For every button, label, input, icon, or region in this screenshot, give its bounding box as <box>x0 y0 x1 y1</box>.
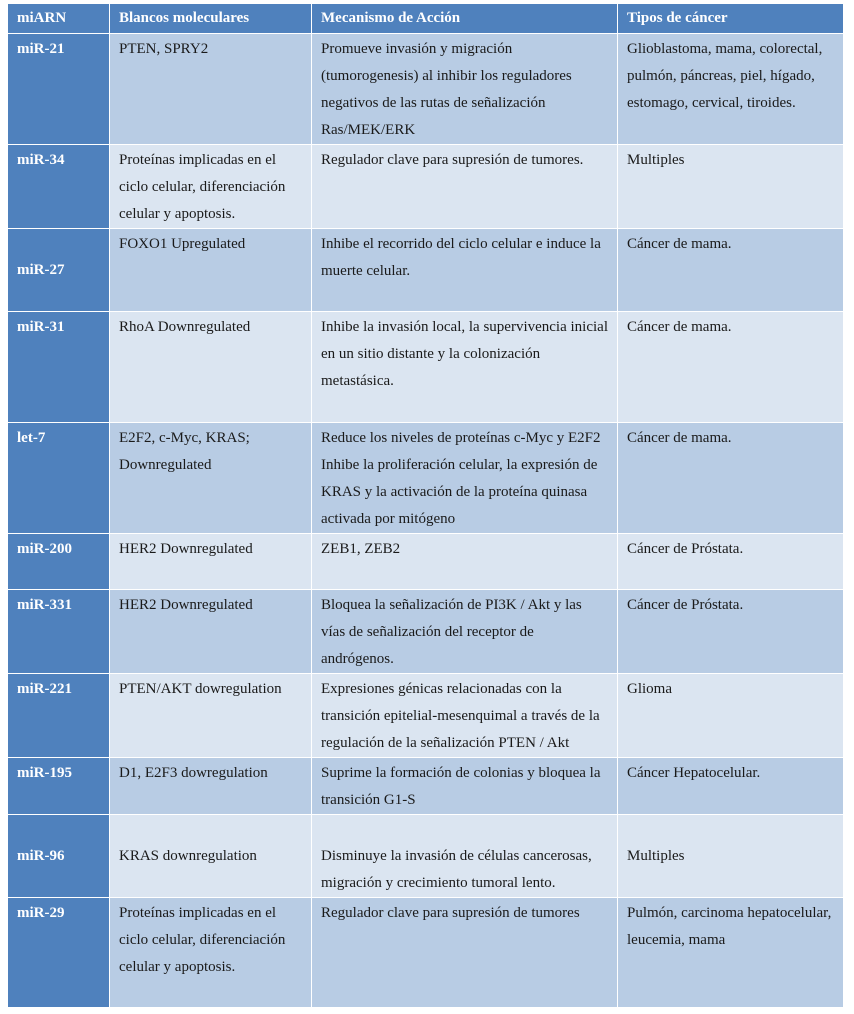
cell-cancer: Multiples <box>618 145 843 229</box>
cell-mechanism: Inhibe el recorrido del ciclo celular e induce la muerte celular. <box>312 229 618 312</box>
cell-cancer: Cáncer de mama. <box>618 423 843 534</box>
cell-mechanism: Suprime la formación de colonias y bloquea la transición G1-S <box>312 758 618 815</box>
table-row <box>8 312 843 423</box>
table-row <box>8 145 843 229</box>
cell-mirna: miR-21 <box>8 34 110 145</box>
cell-cancer: Cáncer de mama. <box>618 312 843 423</box>
cell-cancer: Cáncer de Próstata. <box>618 534 843 590</box>
cell-mechanism: Inhibe la invasión local, la supervivencia inicial en un sitio distante y la colonización metastásica. <box>312 312 618 423</box>
mirna-table <box>8 4 843 1008</box>
table-row <box>8 590 843 674</box>
cell-targets: Proteínas implicadas en el ciclo celular, diferenciación celular y apoptosis. <box>110 898 312 1008</box>
cell-mechanism: Regulador clave para supresión de tumores. <box>312 145 618 229</box>
cell-targets: Proteínas implicadas en el ciclo celular, diferenciación celular y apoptosis. <box>110 145 312 229</box>
cell-targets: E2F2, c-Myc, KRAS; Downregulated <box>110 423 312 534</box>
header-mirna: miARN <box>8 4 110 34</box>
header-targets: Blancos moleculares <box>110 4 312 34</box>
cell-mirna: miR-221 <box>8 674 110 758</box>
header-row <box>8 4 843 34</box>
cell-targets: HER2 Downregulated <box>110 590 312 674</box>
cell-cancer: Cáncer de Próstata. <box>618 590 843 674</box>
cell-mirna: miR-29 <box>8 898 110 1008</box>
cell-targets: D1, E2F3 dowregulation <box>110 758 312 815</box>
table-row <box>8 815 843 898</box>
cell-mechanism: Expresiones génicas relacionadas con la transición epitelial-mesenquimal a través de la regulación de la señalización PTEN / Akt <box>312 674 618 758</box>
cell-mirna: miR-331 <box>8 590 110 674</box>
cell-mechanism: Regulador clave para supresión de tumores <box>312 898 618 1008</box>
table-row <box>8 898 843 1008</box>
cell-mechanism: Bloquea la señalización de PI3K / Akt y las vías de señalización del receptor de andrógenos. <box>312 590 618 674</box>
table-row <box>8 534 843 590</box>
cell-mechanism: Disminuye la invasión de células cancerosas, migración y crecimiento tumoral lento. <box>312 815 618 898</box>
cell-mechanism: Reduce los niveles de proteínas c-Myc y E2F2 Inhibe la proliferación celular, la expresión de KRAS y la activación de la proteína quinasa activada por mitógeno <box>312 423 618 534</box>
header-mechanism: Mecanismo de Acción <box>312 4 618 34</box>
cell-targets: PTEN/AKT dowregulation <box>110 674 312 758</box>
cell-mirna: miR-27 <box>8 229 110 312</box>
cell-cancer: Multiples <box>618 815 843 898</box>
cell-mirna: miR-195 <box>8 758 110 815</box>
cell-mechanism: ZEB1, ZEB2 <box>312 534 618 590</box>
cell-mirna: miR-96 <box>8 815 110 898</box>
table-row <box>8 34 843 145</box>
table-row <box>8 423 843 534</box>
cell-mechanism: Promueve invasión y migración (tumorogenesis) al inhibir los reguladores negativos de las rutas de señalización Ras/MEK/ERK <box>312 34 618 145</box>
cell-cancer: Glioma <box>618 674 843 758</box>
cell-cancer: Cáncer de mama. <box>618 229 843 312</box>
cell-cancer: Glioblastoma, mama, colorectal, pulmón, páncreas, piel, hígado, estomago, cervical, tiroides. <box>618 34 843 145</box>
cell-mirna: let-7 <box>8 423 110 534</box>
cell-targets: KRAS downregulation <box>110 815 312 898</box>
cell-mirna: miR-31 <box>8 312 110 423</box>
cell-mirna: miR-200 <box>8 534 110 590</box>
cell-targets: RhoA Downregulated <box>110 312 312 423</box>
cell-targets: PTEN, SPRY2 <box>110 34 312 145</box>
cell-cancer: Pulmón, carcinoma hepatocelular, leucemia, mama <box>618 898 843 1008</box>
header-cancer: Tipos de cáncer <box>618 4 843 34</box>
cell-mirna: miR-34 <box>8 145 110 229</box>
cell-targets: HER2 Downregulated <box>110 534 312 590</box>
table-row <box>8 674 843 758</box>
table-row <box>8 229 843 312</box>
table-row <box>8 758 843 815</box>
cell-cancer: Cáncer Hepatocelular. <box>618 758 843 815</box>
cell-targets: FOXO1 Upregulated <box>110 229 312 312</box>
